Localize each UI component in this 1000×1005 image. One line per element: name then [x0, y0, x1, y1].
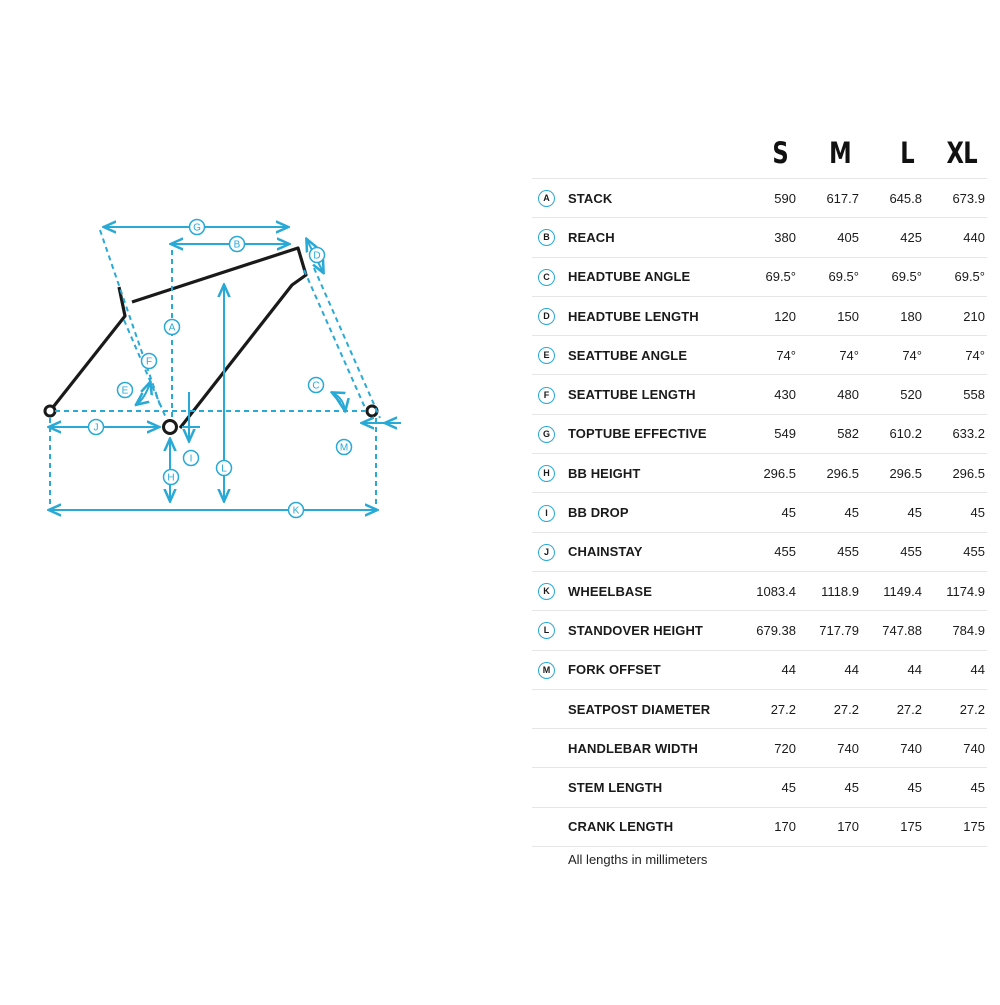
table-row — [532, 493, 987, 532]
table-row — [532, 296, 987, 335]
value-text: 679.38 — [756, 622, 796, 638]
table-row — [532, 768, 987, 807]
callout-j-text: J — [93, 422, 99, 434]
row-badge-cell — [532, 218, 568, 257]
value-text: 210 — [963, 308, 985, 324]
row-badge-cell — [532, 571, 568, 610]
row-value-l — [861, 689, 924, 728]
row-value-m — [798, 532, 861, 571]
dim-f-line — [121, 320, 166, 418]
row-value-xl — [924, 807, 987, 846]
value-text: 45 — [907, 780, 922, 796]
value-text: 45 — [781, 505, 796, 521]
callout-l-text: L — [221, 463, 227, 475]
row-key-badge: C — [538, 269, 555, 286]
row-value-m — [798, 650, 861, 689]
row-value-l — [861, 571, 924, 610]
row-label: REACH — [568, 218, 718, 257]
value-text: 455 — [963, 544, 985, 560]
value-text: 74° — [776, 347, 796, 363]
value-text: 27.2 — [770, 701, 796, 717]
row-label: STEM LENGTH — [568, 768, 718, 807]
value-text: 440 — [963, 229, 985, 245]
row-value-l — [861, 454, 924, 493]
callout-m-text: M — [339, 442, 349, 454]
value-text: 45 — [844, 780, 859, 796]
value-text: 1149.4 — [883, 583, 922, 599]
table-row — [532, 414, 987, 453]
row-value-s — [718, 218, 798, 257]
row-badge-cell — [532, 689, 568, 728]
table-row — [532, 689, 987, 728]
row-value-xl — [924, 296, 987, 335]
value-text: 45 — [907, 505, 922, 521]
row-value-xl — [924, 375, 987, 414]
row-value-s — [718, 729, 798, 768]
row-label: HEADTUBE ANGLE — [568, 257, 718, 296]
row-label: TOPTUBE EFFECTIVE — [568, 414, 718, 453]
row-badge-cell — [532, 454, 568, 493]
row-value-s — [718, 493, 798, 532]
row-value-m — [798, 179, 861, 218]
row-value-m — [798, 807, 861, 846]
size-header-s: S — [772, 136, 788, 170]
row-value-l — [861, 493, 924, 532]
row-badge-cell — [532, 493, 568, 532]
value-text: 180 — [900, 308, 922, 324]
row-label: CRANK LENGTH — [568, 807, 718, 846]
callout-c-text: C — [312, 380, 320, 392]
value-text: 455 — [837, 544, 859, 560]
row-value-m — [798, 454, 861, 493]
row-value-m — [798, 689, 861, 728]
value-text: 740 — [837, 740, 859, 756]
row-value-l — [861, 179, 924, 218]
value-text: 740 — [963, 740, 985, 756]
row-value-xl — [924, 729, 987, 768]
row-badge-cell — [532, 296, 568, 335]
row-key-badge: M — [538, 662, 555, 679]
value-text: 296.5 — [826, 465, 859, 481]
dim-e-arc — [137, 383, 150, 404]
value-text: 45 — [970, 780, 985, 796]
row-value-s — [718, 179, 798, 218]
row-key-badge: K — [538, 583, 555, 600]
row-badge-cell — [532, 729, 568, 768]
row-key-badge: I — [538, 505, 555, 522]
value-text: 45 — [844, 505, 859, 521]
value-text: 590 — [774, 190, 796, 206]
value-text: 120 — [774, 308, 796, 324]
callout-letters — [94, 223, 349, 517]
value-text: 747.88 — [882, 622, 922, 638]
value-text: 633.2 — [952, 426, 985, 442]
value-text: 610.2 — [889, 426, 922, 442]
row-label: STACK — [568, 179, 718, 218]
callout-a-text: A — [168, 322, 176, 334]
row-value-xl — [924, 218, 987, 257]
row-value-s — [718, 414, 798, 453]
row-key-badge: B — [538, 229, 555, 246]
row-value-xl — [924, 689, 987, 728]
callout-d-text: D — [313, 250, 321, 262]
row-value-m — [798, 375, 861, 414]
row-key-badge: F — [538, 387, 555, 404]
value-text: 430 — [774, 387, 796, 403]
size-header-l: L — [900, 136, 914, 170]
value-text: 520 — [900, 387, 922, 403]
row-label: WHEELBASE — [568, 571, 718, 610]
row-key-badge: A — [538, 190, 555, 207]
value-text: 175 — [900, 819, 922, 835]
value-text: 405 — [837, 229, 859, 245]
row-label: HEADTUBE LENGTH — [568, 296, 718, 335]
value-text: 27.2 — [959, 701, 985, 717]
row-label: HANDLEBAR WIDTH — [568, 729, 718, 768]
value-text: 296.5 — [889, 465, 922, 481]
row-value-xl — [924, 611, 987, 650]
callout-h-text: H — [167, 472, 175, 484]
value-text: 296.5 — [763, 465, 796, 481]
value-text: 44 — [970, 662, 985, 678]
value-text: 717.79 — [819, 622, 859, 638]
row-value-l — [861, 729, 924, 768]
value-text: 740 — [900, 740, 922, 756]
rear-axle — [45, 406, 55, 416]
value-text: 69.5° — [891, 269, 922, 285]
value-text: 44 — [844, 662, 859, 678]
row-value-l — [861, 768, 924, 807]
value-text: 74° — [965, 347, 985, 363]
callout-b-text: B — [233, 239, 241, 251]
row-value-l — [861, 650, 924, 689]
row-value-l — [861, 296, 924, 335]
table-row — [532, 729, 987, 768]
table-row — [532, 611, 987, 650]
row-value-xl — [924, 454, 987, 493]
row-value-s — [718, 532, 798, 571]
value-text: 720 — [774, 740, 796, 756]
row-badge-cell — [532, 375, 568, 414]
row-value-s — [718, 650, 798, 689]
row-value-s — [718, 454, 798, 493]
row-label: FORK OFFSET — [568, 650, 718, 689]
value-text: 45 — [781, 780, 796, 796]
callout-f-text: F — [145, 356, 153, 368]
front-axle — [367, 406, 377, 416]
table-row — [532, 257, 987, 296]
value-text: 480 — [837, 387, 859, 403]
callout-g-text: G — [193, 222, 201, 234]
row-value-s — [718, 768, 798, 807]
value-text: 170 — [774, 819, 796, 835]
row-label: CHAINSTAY — [568, 532, 718, 571]
row-badge-cell — [532, 532, 568, 571]
row-value-l — [861, 532, 924, 571]
dim-g-guide — [100, 230, 160, 405]
row-value-xl — [924, 179, 987, 218]
row-value-xl — [924, 257, 987, 296]
row-value-xl — [924, 336, 987, 375]
value-text: 74° — [839, 347, 859, 363]
value-text: 44 — [907, 662, 922, 678]
table-row — [532, 532, 987, 571]
row-value-m — [798, 493, 861, 532]
callout-k-text: K — [292, 505, 300, 517]
row-value-m — [798, 336, 861, 375]
geometry-rows — [532, 179, 987, 847]
callout-i-text: I — [189, 453, 193, 465]
row-value-s — [718, 807, 798, 846]
row-badge-cell — [532, 414, 568, 453]
row-value-l — [861, 414, 924, 453]
value-text: 27.2 — [896, 701, 922, 717]
value-text: 582 — [837, 426, 859, 442]
value-text: 150 — [837, 308, 859, 324]
value-text: 558 — [963, 387, 985, 403]
row-badge-cell — [532, 257, 568, 296]
value-text: 1118.9 — [821, 583, 859, 599]
value-text: 455 — [900, 544, 922, 560]
value-text: 645.8 — [889, 190, 922, 206]
chainstay-seatstay-outline — [50, 287, 125, 411]
row-value-l — [861, 257, 924, 296]
row-value-m — [798, 414, 861, 453]
value-text: 784.9 — [952, 622, 985, 638]
table-row — [532, 218, 987, 257]
row-value-m — [798, 768, 861, 807]
value-text: 74° — [902, 347, 922, 363]
table-row — [532, 336, 987, 375]
row-badge-cell — [532, 336, 568, 375]
callout-e-text: E — [121, 385, 129, 397]
row-key-badge: E — [538, 347, 555, 364]
row-value-xl — [924, 571, 987, 610]
table-row — [532, 454, 987, 493]
value-text: 175 — [963, 819, 985, 835]
value-text: 69.5° — [828, 269, 859, 285]
row-label: STANDOVER HEIGHT — [568, 611, 718, 650]
row-badge-cell — [532, 807, 568, 846]
table-row — [532, 179, 987, 218]
row-label: SEATTUBE LENGTH — [568, 375, 718, 414]
row-value-s — [718, 611, 798, 650]
size-header-row — [532, 128, 987, 179]
row-value-l — [861, 375, 924, 414]
table-row — [532, 571, 987, 610]
dimension-callouts — [89, 220, 352, 518]
bike-frame — [45, 248, 377, 434]
value-text: 1083.4 — [756, 583, 796, 599]
row-value-xl — [924, 650, 987, 689]
header-spacer — [540, 128, 568, 179]
row-value-xl — [924, 414, 987, 453]
row-label: SEATPOST DIAMETER — [568, 689, 718, 728]
value-text: 296.5 — [952, 465, 985, 481]
row-value-xl — [924, 493, 987, 532]
row-value-s — [718, 336, 798, 375]
row-key-badge: D — [538, 308, 555, 325]
row-value-m — [798, 611, 861, 650]
row-value-l — [861, 807, 924, 846]
row-value-s — [718, 689, 798, 728]
row-value-s — [718, 257, 798, 296]
row-label: BB HEIGHT — [568, 454, 718, 493]
value-text: 673.9 — [952, 190, 985, 206]
value-text: 69.5° — [765, 269, 796, 285]
units-footnote: All lengths in millimeters — [568, 852, 708, 867]
row-value-s — [718, 571, 798, 610]
row-badge-cell — [532, 179, 568, 218]
value-text: 425 — [900, 229, 922, 245]
row-key-badge: L — [538, 622, 555, 639]
row-value-m — [798, 729, 861, 768]
row-key-badge: J — [538, 544, 555, 561]
row-value-l — [861, 336, 924, 375]
row-value-l — [861, 218, 924, 257]
row-value-s — [718, 375, 798, 414]
value-text: 44 — [781, 662, 796, 678]
value-text: 170 — [837, 819, 859, 835]
value-text: 69.5° — [954, 269, 985, 285]
value-text: 549 — [774, 426, 796, 442]
value-text: 380 — [774, 229, 796, 245]
row-value-m — [798, 218, 861, 257]
dim-c-arc — [333, 393, 345, 410]
table-row — [532, 650, 987, 689]
value-text: 45 — [970, 505, 985, 521]
table-row — [532, 375, 987, 414]
row-badge-cell — [532, 650, 568, 689]
row-value-m — [798, 257, 861, 296]
row-badge-cell — [532, 768, 568, 807]
value-text: 455 — [774, 544, 796, 560]
row-key-badge: H — [538, 465, 555, 482]
geometry-table — [532, 128, 987, 847]
bottom-bracket — [164, 421, 177, 434]
row-label: SEATTUBE ANGLE — [568, 336, 718, 375]
row-label: BB DROP — [568, 493, 718, 532]
table-row — [532, 807, 987, 846]
row-value-m — [798, 571, 861, 610]
value-text: 1174.9 — [946, 583, 985, 599]
row-value-m — [798, 296, 861, 335]
value-text: 617.7 — [826, 190, 859, 206]
header-spacer-label — [601, 128, 718, 179]
size-header-m: M — [829, 136, 851, 170]
row-value-l — [861, 611, 924, 650]
row-value-xl — [924, 768, 987, 807]
row-badge-cell — [532, 611, 568, 650]
row-value-s — [718, 296, 798, 335]
size-header-xl: XL — [946, 136, 977, 170]
row-value-xl — [924, 532, 987, 571]
value-text: 27.2 — [833, 701, 859, 717]
row-key-badge: G — [538, 426, 555, 443]
dim-c-guide-2 — [314, 268, 380, 418]
